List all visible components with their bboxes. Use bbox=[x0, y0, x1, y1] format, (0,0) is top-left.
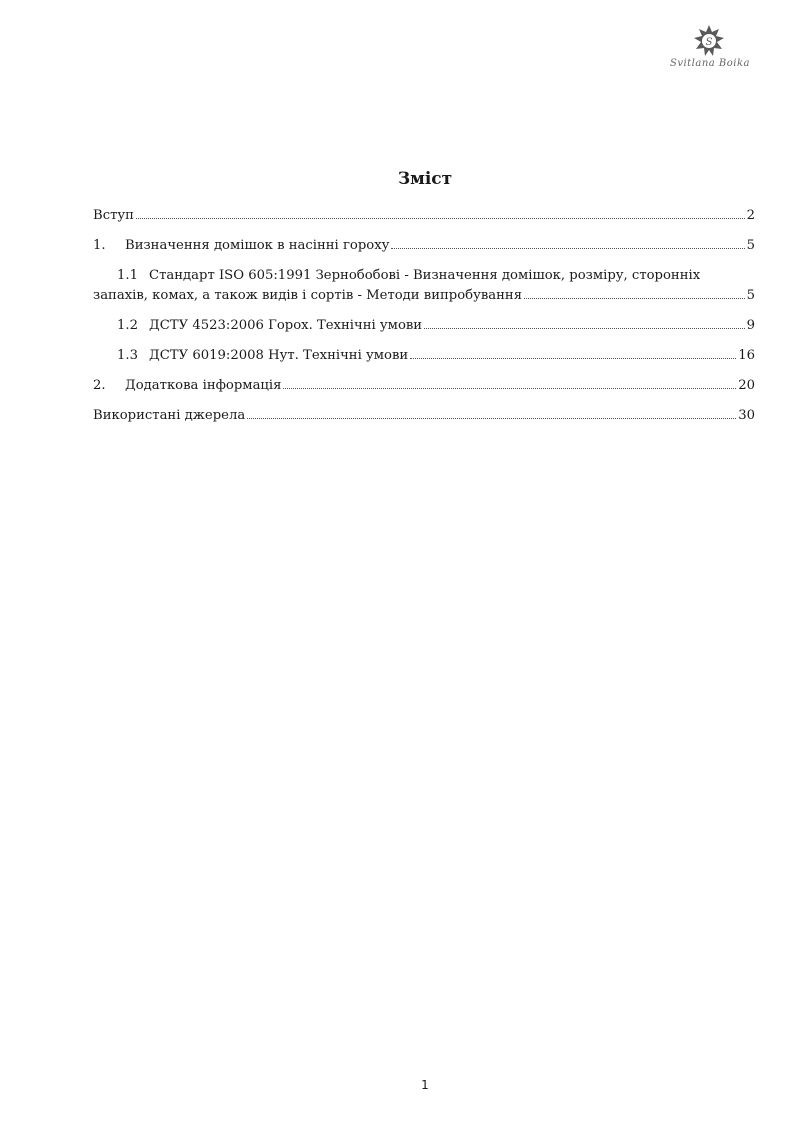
toc-entry-text-line1: Стандарт ISO 605:1991 Зернобобові - Визначення домішок, розміру, сторонніх bbox=[149, 268, 701, 283]
flower-logo-icon bbox=[692, 24, 726, 58]
toc-entry-1[interactable] bbox=[93, 236, 755, 256]
toc-leader bbox=[247, 418, 736, 419]
toc-page-number: 9 bbox=[746, 318, 755, 333]
toc-page-number: 16 bbox=[738, 348, 755, 363]
page-title: Зміст bbox=[397, 169, 453, 189]
toc-entry-number: 2. bbox=[93, 378, 106, 393]
page-number: 1 bbox=[421, 1078, 429, 1092]
toc-page-number: 5 bbox=[746, 288, 755, 303]
toc-entry-2[interactable] bbox=[93, 376, 755, 396]
toc-page-number: 20 bbox=[738, 378, 755, 393]
toc-entry-number: 1.3 bbox=[117, 348, 138, 363]
toc-page-number: 5 bbox=[746, 238, 755, 253]
toc-entry-1-2[interactable] bbox=[93, 316, 755, 336]
toc-entry-text: Використані джерела bbox=[93, 408, 246, 423]
toc-leader bbox=[410, 358, 736, 359]
toc-leader bbox=[283, 388, 736, 389]
toc-entry-text: Вступ bbox=[93, 208, 134, 223]
toc-entry-number: 1. bbox=[93, 238, 106, 253]
toc-page-number: 2 bbox=[746, 208, 755, 223]
toc-entry-1-1[interactable] bbox=[93, 266, 755, 306]
toc-entry-1-3[interactable] bbox=[93, 346, 755, 366]
toc-entry-sources[interactable] bbox=[93, 406, 755, 426]
toc-entry-text: ДСТУ 4523:2006 Горох. Технічні умови bbox=[149, 318, 423, 333]
logo-signature: Svitlana Boika bbox=[669, 58, 751, 69]
toc-entry-intro[interactable] bbox=[93, 206, 755, 226]
svg-text:S: S bbox=[705, 37, 713, 48]
toc-entry-number: 1.2 bbox=[117, 318, 138, 333]
toc-entry-text-line2: запахів, комах, а також видів і сортів - Методи випробування bbox=[93, 288, 523, 303]
toc-leader bbox=[391, 248, 744, 249]
toc-entry-text: Додаткова інформація bbox=[125, 378, 282, 393]
toc-leader bbox=[136, 218, 745, 219]
toc-leader bbox=[424, 328, 745, 329]
toc-entry-text: Визначення домішок в насінні гороху bbox=[125, 238, 390, 253]
toc-leader bbox=[524, 298, 745, 299]
toc-entry-number: 1.1 bbox=[117, 268, 138, 283]
table-of-contents bbox=[93, 206, 755, 436]
logo bbox=[660, 24, 760, 82]
toc-entry-text: ДСТУ 6019:2008 Нут. Технічні умови bbox=[149, 348, 409, 363]
toc-page-number: 30 bbox=[738, 408, 755, 423]
